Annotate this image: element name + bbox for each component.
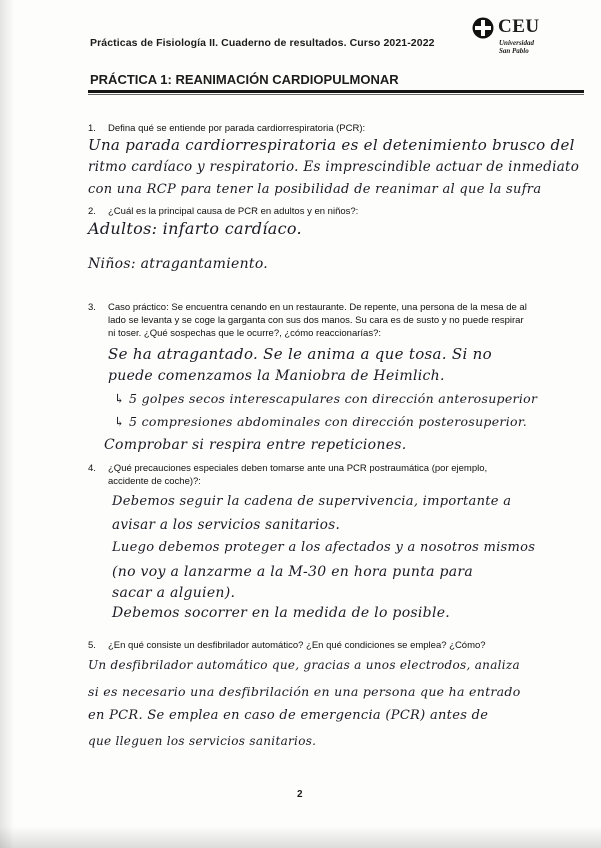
question-2-text: ¿Cuál es la principal causa de PCR en adultos y en niños?: — [108, 206, 359, 217]
answer-5-line-1: Un desfibrilador automático que, gracias a unos electrodos, analiza — [88, 658, 521, 672]
question-2: 2. ¿Cuál es la principal causa de PCR en adultos y en niños?: — [88, 206, 359, 217]
question-4: 4. ¿Qué precauciones especiales deben tomarse ante una PCR postraumática (por ejemplo, accidente de coche)?: — [88, 462, 528, 488]
logo-brand: CEU — [498, 16, 540, 37]
question-3-text: Caso práctico: Se encuentra cenando en un restaurante. De repente, una persona de la mesa de al lado se levanta y se coge la garganta con sus dos manos. Su cara es de susto y no puede respirar ni toser. ¿Qué sospechas que le ocurre?, ¿cómo reaccionarías?: — [108, 302, 527, 339]
scan-shadow — [0, 0, 14, 848]
answer-4-line-4: (no voy a lanzarme a la M-30 en hora punta para — [112, 564, 474, 580]
answer-3-line-2: puede comenzamos la Maniobra de Heimlich. — [108, 368, 445, 384]
title-divider-thin — [88, 94, 584, 95]
answer-1-line-1: Una parada cardiorrespiratoria es el detenimiento brusco del — [88, 136, 575, 154]
answer-3-line-5: Comprobar si respira entre repeticiones. — [104, 437, 407, 453]
logo-line-2: San Pablo — [499, 47, 529, 55]
answer-5-line-4: que lleguen los servicios sanitarios. — [88, 734, 317, 748]
question-3: 3. Caso práctico: Se encuentra cenando en un restaurante. De repente, una persona de la mesa de al lado se levanta y se coge la garganta con sus dos manos. Su cara es de susto y no puede respirar ni toser. ¿Qué sospechas que le ocurre?, ¿cómo reaccionarías?: — [88, 302, 527, 339]
ceu-cross-icon — [472, 17, 494, 39]
university-logo — [472, 16, 582, 60]
page-title: PRÁCTICA 1: REANIMACIÓN CARDIOPULMONAR — [90, 72, 399, 87]
answer-4-line-3: Luego debemos proteger a los afectados y a nosotros mismos — [112, 540, 536, 555]
answer-3-line-4: ↳ 5 compresiones abdominales con dirección posterosuperior. — [114, 414, 527, 429]
answer-1-line-3: con una RCP para tener la posibilidad de reanimar al que la sufra — [88, 182, 542, 197]
course-header: Prácticas de Fisiología II. Cuaderno de resultados. Curso 2021-2022 — [90, 37, 435, 49]
answer-4-line-1: Debemos seguir la cadena de supervivencia, importante a — [112, 494, 512, 509]
question-5: 5. ¿En qué consiste un desfibrilador automático? ¿En qué condiciones se emplea? ¿Cómo? — [88, 640, 486, 651]
answer-3-line-1: Se ha atragantado. Se le anima a que tosa. Si no — [108, 345, 492, 363]
logo-line-1: Universidad — [499, 39, 534, 47]
answer-2-line-1: Adultos: infarto cardíaco. — [88, 219, 302, 238]
question-4-text: ¿Qué precauciones especiales deben tomarse ante una PCR postraumática (por ejemplo, accidente de coche)?: — [108, 463, 488, 487]
page-number: 2 — [297, 789, 303, 800]
scan-shadow-bottom — [0, 826, 601, 848]
question-5-text: ¿En qué consiste un desfibrilador automático? ¿En qué condiciones se emplea? ¿Cómo? — [108, 640, 486, 651]
question-1: 1. Defina qué se entiende por parada cardiorrespiratoria (PCR): — [88, 123, 366, 134]
answer-4-line-5: sacar a alguien). — [112, 585, 236, 601]
answer-4-line-6: Debemos socorrer en la medida de lo posible. — [112, 605, 451, 621]
answer-1-line-2: ritmo cardíaco y respiratorio. Es imprescindible actuar de inmediato — [88, 159, 580, 175]
question-1-text: Defina qué se entiende por parada cardiorrespiratoria (PCR): — [108, 123, 366, 134]
answer-5-line-3: en PCR. Se emplea en caso de emergencia (PCR) antes de — [88, 708, 489, 723]
title-divider — [88, 90, 584, 93]
answer-3-line-3: ↳ 5 golpes secos interescapulares con dirección anterosuperior — [114, 391, 538, 406]
answer-4-line-2: avisar a los servicios sanitarios. — [112, 517, 341, 533]
answer-2-line-2: Niños: atragantamiento. — [88, 256, 269, 272]
answer-5-line-2: si es necesario una desfibrilación en una persona que ha entrado — [88, 684, 521, 699]
